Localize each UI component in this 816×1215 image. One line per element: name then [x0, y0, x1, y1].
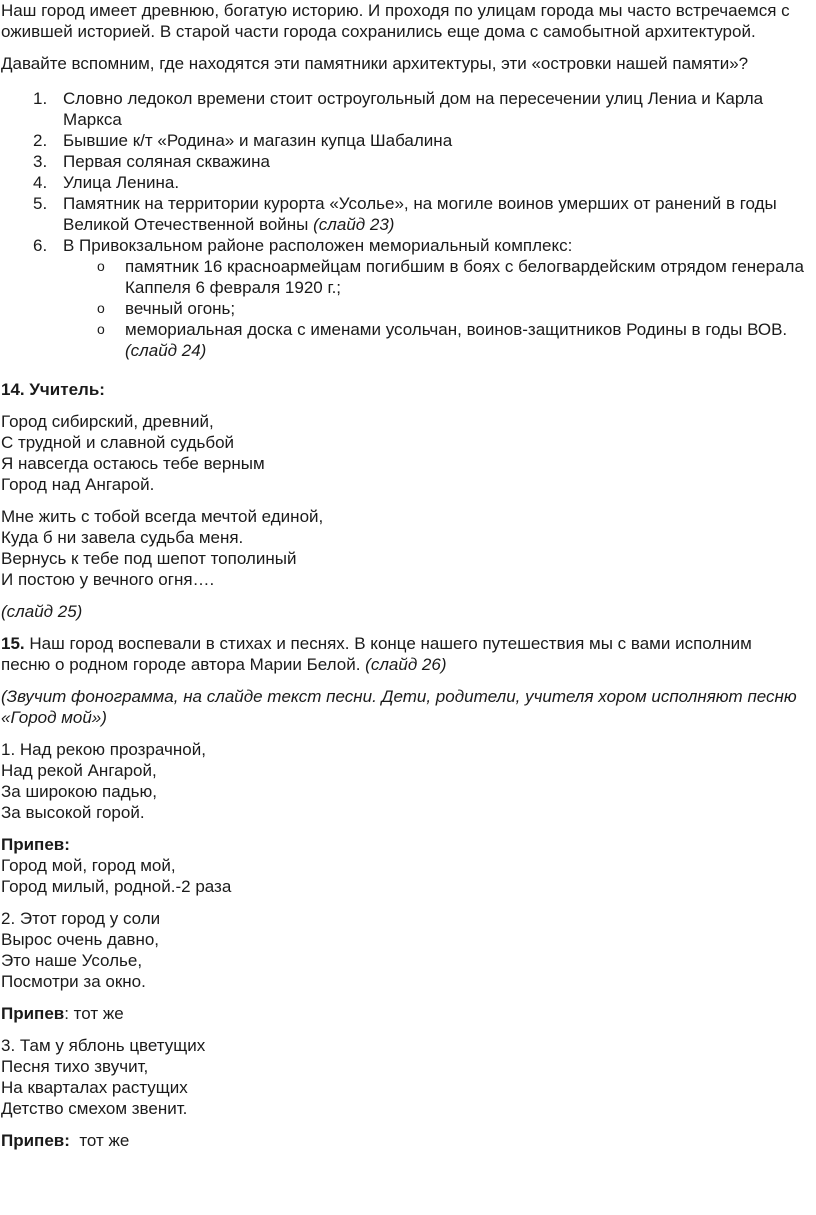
song-verse-2 — [1, 908, 804, 992]
section-number: 15. — [1, 634, 25, 653]
list-item — [1, 151, 804, 172]
poem-stanza-1 — [1, 411, 804, 495]
sublist-text: вечный огонь; — [125, 299, 236, 318]
chorus-label: Припев: — [1, 1131, 70, 1150]
memorial-sublist — [1, 256, 804, 361]
poem-line: И постою у вечного огня…. — [1, 570, 215, 589]
slide-reference: (слайд 24) — [125, 341, 207, 360]
list-number: 2. — [33, 131, 48, 150]
slide-reference-25: (слайд 25) — [1, 602, 83, 621]
section-text: Наш город воспевали в стихах и песнях. В конце нашего путешествия мы с вами исполним песню о родном городе автора Марии Белой. — [1, 634, 752, 674]
monuments-list — [1, 88, 804, 361]
poem-line: С трудной и славной судьбой — [1, 433, 235, 452]
list-number: 4. — [33, 173, 48, 192]
section-15-paragraph — [1, 633, 804, 675]
bullet: o — [97, 258, 105, 274]
song-line: Над рекой Ангарой, — [1, 761, 157, 780]
chorus-label: Припев — [1, 1004, 65, 1023]
list-number: 1. — [33, 89, 48, 108]
bullet: o — [97, 300, 105, 316]
song-chorus-3 — [1, 1130, 804, 1151]
list-item — [1, 193, 804, 235]
list-item — [1, 130, 804, 151]
list-text: Улица Ленина. — [63, 173, 180, 192]
poem-line: Я навсегда остаюсь тебе верным — [1, 454, 265, 473]
song-line: На кварталах растущих — [1, 1078, 188, 1097]
song-verse-3 — [1, 1035, 804, 1119]
song-line: 3. Там у яблонь цветущих — [1, 1036, 206, 1055]
song-line: Город мой, город мой, — [1, 856, 176, 875]
slide-reference: (слайд 26) — [365, 655, 447, 674]
song-line: Песня тихо звучит, — [1, 1057, 149, 1076]
list-item — [1, 235, 804, 256]
sublist-text: мемориальная доска с именами усольчан, воинов-защитников Родины в годы ВОВ. — [125, 320, 788, 339]
bullet: o — [97, 321, 105, 337]
chorus-text: тот же — [69, 1131, 130, 1150]
song-line: За высокой горой. — [1, 803, 145, 822]
list-number: 3. — [33, 152, 48, 171]
chorus-label: Припев: — [1, 835, 70, 854]
song-chorus-1 — [1, 834, 804, 897]
song-line: 2. Этот город у соли — [1, 909, 161, 928]
stage-note: (Звучит фонограмма, на слайде текст песни. Дети, родители, учителя хором исполняют песню «Город мой») — [1, 687, 797, 727]
list-item — [1, 172, 804, 193]
chorus-text: : тот же — [64, 1004, 124, 1023]
sublist-item — [1, 256, 804, 298]
sublist-text: памятник 16 красноармейцам погибшим в боях с белогвардейским отрядом генерала Каппеля 6 февраля 1920 г.; — [125, 257, 804, 297]
song-line: Город милый, родной.-2 раза — [1, 877, 232, 896]
song-line: Детство смехом звенит. — [1, 1099, 188, 1118]
poem-line: Город над Ангарой. — [1, 475, 155, 494]
list-number: 5. — [33, 194, 48, 213]
list-text: Памятник на территории курорта «Усолье», на могиле воинов умерших от ранений в годы Великой Отечественной войны — [63, 194, 777, 234]
song-line: 1. Над рекою прозрачной, — [1, 740, 206, 759]
list-text: Бывшие к/т «Родина» и магазин купца Шабалина — [63, 131, 453, 150]
intro-paragraph-1: Наш город имеет древнюю, богатую историю. И проходя по улицам города мы часто встречаемся с ожившей историей. В старой части города сохранились еще дома с самобытной архитектурой. — [1, 1, 790, 41]
sublist-item — [1, 298, 804, 319]
song-chorus-2 — [1, 1003, 804, 1024]
poem-line: Мне жить с тобой всегда мечтой единой, — [1, 507, 324, 526]
song-line: Посмотри за окно. — [1, 972, 146, 991]
poem-line: Город сибирский, древний, — [1, 412, 214, 431]
poem-stanza-2 — [1, 506, 804, 590]
song-line: За широкою падью, — [1, 782, 157, 801]
song-verse-1 — [1, 739, 804, 823]
song-line: Это наше Усолье, — [1, 951, 143, 970]
poem-line: Вернусь к тебе под шепот тополиный — [1, 549, 297, 568]
list-text: Словно ледокол времени стоит остроугольный дом на пересечении улиц Лениа и Карла Маркса — [63, 89, 764, 129]
list-text: Первая соляная скважина — [63, 152, 270, 171]
slide-reference: (слайд 23) — [313, 215, 395, 234]
teacher-heading: 14. Учитель: — [1, 380, 105, 399]
list-text: В Привокзальном районе расположен мемориальный комплекс: — [63, 236, 573, 255]
poem-line: Куда б ни завела судьба меня. — [1, 528, 244, 547]
list-number: 6. — [33, 236, 48, 255]
song-line: Вырос очень давно, — [1, 930, 160, 949]
list-item — [1, 88, 804, 130]
intro-paragraph-2: Давайте вспомним, где находятся эти памятники архитектуры, эти «островки нашей памяти»? — [1, 54, 749, 73]
sublist-item — [1, 319, 804, 361]
